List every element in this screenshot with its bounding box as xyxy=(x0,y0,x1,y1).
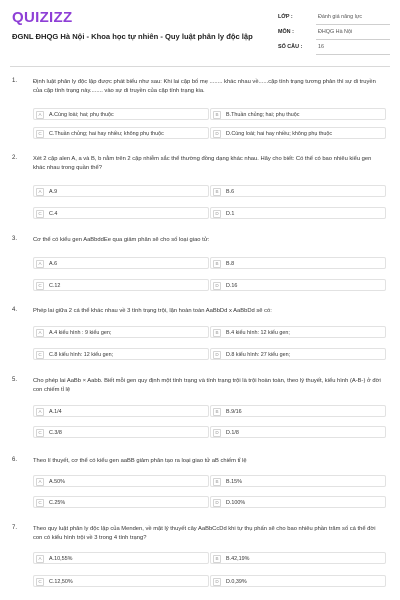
option-text: B.8 xyxy=(226,261,235,267)
worksheet-title: ĐGNL ĐHQG Hà Nội - Khoa học tự nhiên - Quy luật phân ly độc lập xyxy=(12,32,253,41)
question-number: 7. xyxy=(12,525,18,531)
option-text: D.8 kiểu hình: 27 kiểu gen; xyxy=(226,352,291,358)
option-letter: A xyxy=(36,329,44,337)
option-c[interactable] xyxy=(33,348,209,360)
question-number: 1. xyxy=(12,78,18,84)
option-b[interactable] xyxy=(210,552,386,564)
option-text: A.6 xyxy=(49,261,58,267)
question-number: 5. xyxy=(12,377,18,383)
meta-row-count xyxy=(278,40,390,55)
option-d[interactable] xyxy=(210,127,386,139)
option-b[interactable] xyxy=(210,185,386,197)
option-letter: C xyxy=(36,578,44,586)
option-a[interactable] xyxy=(33,108,209,120)
option-letter: B xyxy=(213,260,221,268)
option-c[interactable] xyxy=(33,575,209,587)
worksheet-header xyxy=(0,0,400,66)
question-number: 2. xyxy=(12,155,18,161)
question-text: Theo quy luật phân ly độc lập của Menden, về mặt lý thuyết cây AaBbCcDd khi tự thụ phấn sẽ cho bao nhiêu phần trăm số cá thể đời con có kiểu hình trội về 3 trong 4 tính trạng? xyxy=(33,526,376,541)
option-text: A.10,55% xyxy=(49,556,73,562)
option-text: C.3/8 xyxy=(49,430,62,436)
meta-underline xyxy=(316,54,390,55)
option-b[interactable] xyxy=(210,326,386,338)
worksheet-meta xyxy=(278,10,390,55)
option-d[interactable] xyxy=(210,348,386,360)
option-d[interactable] xyxy=(210,279,386,291)
option-text: D.1 xyxy=(226,211,235,217)
option-letter: C xyxy=(36,351,44,359)
option-a[interactable] xyxy=(33,405,209,417)
option-letter: C xyxy=(36,282,44,290)
meta-value: Đánh giá năng lực xyxy=(318,14,363,20)
option-d[interactable] xyxy=(210,426,386,438)
option-letter: C xyxy=(36,210,44,218)
option-text: B.Thuần chủng; hai; phụ thuộc xyxy=(226,112,300,118)
option-letter: A xyxy=(36,111,44,119)
option-letter: A xyxy=(36,188,44,196)
quizizz-logo: QUIZIZZ xyxy=(12,9,73,26)
option-b[interactable] xyxy=(210,108,386,120)
option-text: B.9/16 xyxy=(226,409,242,415)
option-text: D.16 xyxy=(226,283,238,289)
meta-value: 16 xyxy=(318,44,324,50)
option-a[interactable] xyxy=(33,185,209,197)
question-number: 3. xyxy=(12,236,18,242)
option-a[interactable] xyxy=(33,552,209,564)
option-text: B.6 xyxy=(226,189,235,195)
option-letter: B xyxy=(213,188,221,196)
option-c[interactable] xyxy=(33,127,209,139)
option-d[interactable] xyxy=(210,207,386,219)
option-letter: C xyxy=(36,130,44,138)
option-text: C.8 kiểu hình: 12 kiểu gen; xyxy=(49,352,114,358)
option-letter: D xyxy=(213,499,221,507)
option-text: C.12,50% xyxy=(49,579,73,585)
option-text: D.1/8 xyxy=(226,430,239,436)
question-text: Cho phép lai AaBb × Aabb. Biết mỗi gen quy định một tính trạng và tính trạng trội là trội hoàn toàn, theo lý thuyết, kiểu hình (A-B-) ở đời con chiếm tỉ lệ xyxy=(33,378,381,393)
option-text: A.9 xyxy=(49,189,58,195)
option-text: C.12 xyxy=(49,283,61,289)
option-letter: D xyxy=(213,351,221,359)
question-text: Cơ thể có kiểu gen AaBbddEe qua giảm phân sẽ cho số loại giao tử: xyxy=(33,237,210,243)
meta-row-subject xyxy=(278,25,390,40)
meta-row-class xyxy=(278,10,390,25)
meta-label: SỐ CÂU : xyxy=(278,44,303,50)
option-text: C.4 xyxy=(49,211,58,217)
option-letter: A xyxy=(36,478,44,486)
option-text: B.42,19% xyxy=(226,556,250,562)
option-text: A.Cùng loài; hai; phụ thuộc xyxy=(49,112,114,118)
option-letter: D xyxy=(213,130,221,138)
option-d[interactable] xyxy=(210,575,386,587)
option-c[interactable] xyxy=(33,426,209,438)
option-text: D.Cùng loài; hai hay nhiều; không phụ thuộc xyxy=(226,131,333,137)
question-text: Phép lai giữa 2 cá thể khác nhau về 3 tính trạng trội, lặn hoàn toàn AaBbDd x AaBbDd sẽ có: xyxy=(33,308,272,314)
option-text: C.Thuần chủng; hai hay nhiều; không phụ thuộc xyxy=(49,131,164,137)
meta-value: ĐHQG Hà Nội xyxy=(318,29,353,35)
option-a[interactable] xyxy=(33,257,209,269)
option-a[interactable] xyxy=(33,475,209,487)
option-letter: A xyxy=(36,555,44,563)
option-text: B.15% xyxy=(226,479,242,485)
option-c[interactable] xyxy=(33,207,209,219)
option-text: B.4 kiểu hình: 12 kiểu gen; xyxy=(226,330,290,336)
option-letter: C xyxy=(36,429,44,437)
question-text: Định luật phân ly độc lập được phát biểu như sau: Khi lai cặp bố mẹ ........ khác nhau về......cặp tính trạng tương phản thì sự di truyền của cặp tính trạng này........ vào sự di truyền của cặp tính trạng kia. xyxy=(33,79,376,94)
question-text: Xét 2 cặp alen A, a và B, b nằm trên 2 cặp nhiễm sắc thể thường đồng dạng khác nhau. Hãy cho biết: Có thể có bao nhiêu kiểu gen khác nhau trong quần thể? xyxy=(33,156,372,171)
option-letter: B xyxy=(213,555,221,563)
option-letter: A xyxy=(36,260,44,268)
question-number: 6. xyxy=(12,457,18,463)
option-c[interactable] xyxy=(33,279,209,291)
option-letter: B xyxy=(213,478,221,486)
option-text: A.50% xyxy=(49,479,65,485)
option-text: C.25% xyxy=(49,500,66,506)
option-letter: B xyxy=(213,329,221,337)
question-number: 4. xyxy=(12,307,18,313)
option-letter: D xyxy=(213,210,221,218)
option-letter: C xyxy=(36,499,44,507)
option-letter: D xyxy=(213,578,221,586)
option-b[interactable] xyxy=(210,475,386,487)
meta-label: LỚP : xyxy=(278,14,293,20)
option-b[interactable] xyxy=(210,257,386,269)
option-a[interactable] xyxy=(33,326,209,338)
option-letter: B xyxy=(213,408,221,416)
option-text: A.4 kiểu hình : 9 kiểu gen; xyxy=(49,330,112,336)
option-text: D.0,39% xyxy=(226,579,247,585)
option-b[interactable] xyxy=(210,405,386,417)
option-letter: D xyxy=(213,282,221,290)
option-d[interactable] xyxy=(210,496,386,508)
option-letter: B xyxy=(213,111,221,119)
header-divider xyxy=(10,66,390,67)
question-text: Theo lí thuyết, cơ thể có kiểu gen aaBB giảm phân tạo ra loại giao tử aB chiếm tỉ lệ xyxy=(33,458,247,464)
option-letter: A xyxy=(36,408,44,416)
option-letter: D xyxy=(213,429,221,437)
option-text: D.100% xyxy=(226,500,246,506)
meta-label: MÔN : xyxy=(278,29,294,35)
option-text: A.1/4 xyxy=(49,409,62,415)
option-c[interactable] xyxy=(33,496,209,508)
